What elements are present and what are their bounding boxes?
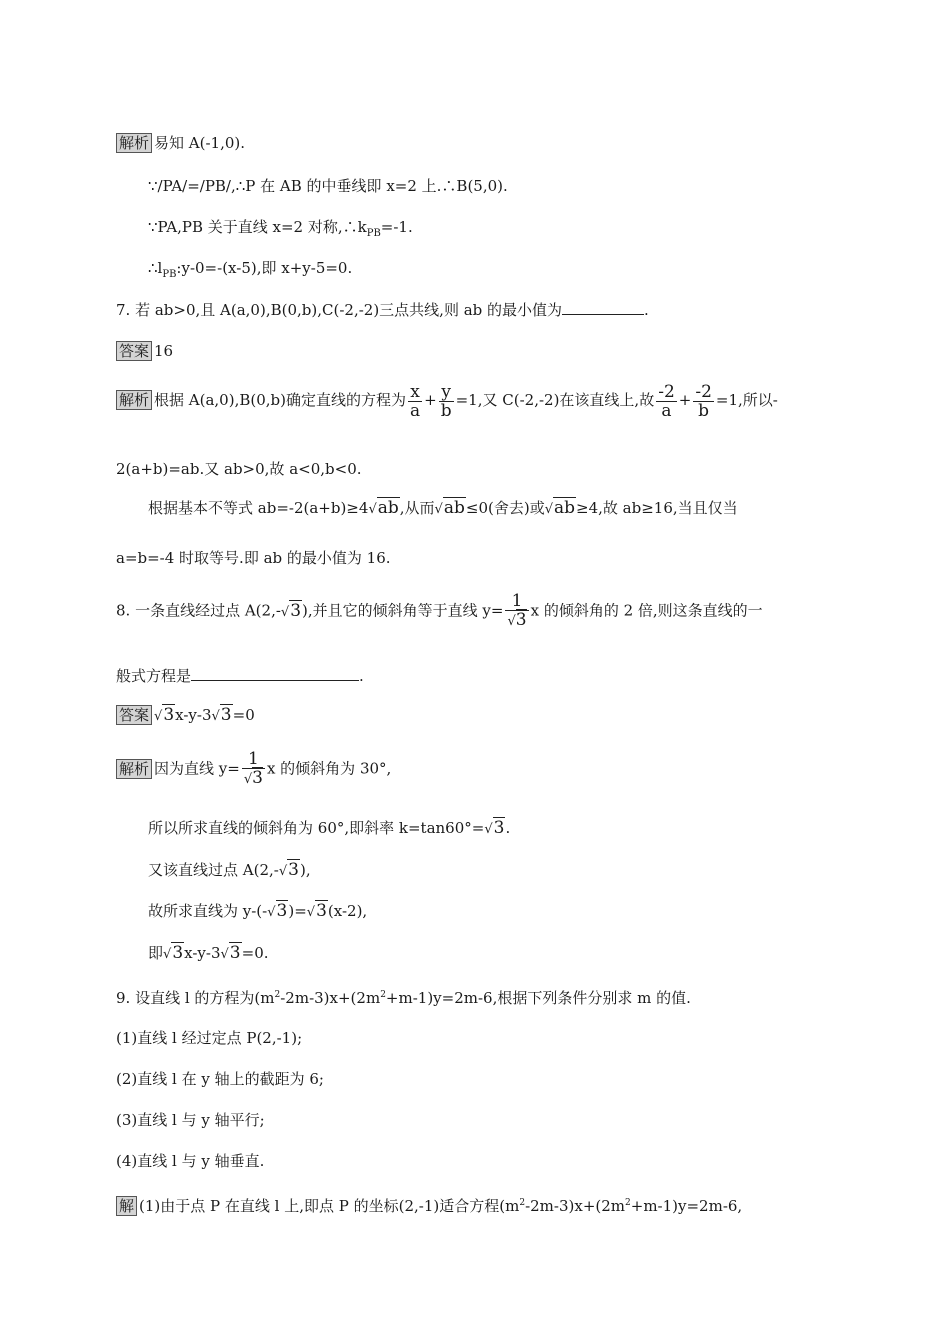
plus: + xyxy=(424,391,437,409)
text: =0. xyxy=(241,944,269,962)
sqrt-ab: √ab xyxy=(544,498,576,518)
analysis-8-line-4 xyxy=(148,901,367,923)
text: 即 xyxy=(148,944,164,962)
text: (4)直线 l 与 y 轴垂直. xyxy=(116,1152,265,1170)
text: ∵/PA/=/PB/,∴P 在 AB 的中垂线即 x=2 上.∴B(5,0). xyxy=(148,177,508,195)
question-9 xyxy=(116,985,691,1008)
text: 般式方程是 xyxy=(116,667,192,685)
answer-blank xyxy=(562,300,644,315)
fraction-1-over-sqrt3: $\frac{1}{√3}$ xyxy=(507,591,527,630)
text: a=b=-4 时取等号.即 ab 的最小值为 16. xyxy=(116,549,391,567)
text: x 的倾斜角为 30°, xyxy=(266,759,392,778)
subscript: PB xyxy=(162,269,177,280)
text: x-y-3 xyxy=(175,706,212,724)
fraction-y-over-b: $\frac{y}{b}$ xyxy=(440,381,452,421)
analysis-8-line-1 xyxy=(116,750,391,789)
text: =-1. xyxy=(380,218,413,236)
sqrt-3: √3 xyxy=(267,901,288,921)
analysis-tag: 解析 xyxy=(116,133,152,153)
text: (1)由于点 P 在直线 l 上,即点 P 的坐标(2,-1)适合方程(m xyxy=(139,1197,520,1215)
analysis-tag: 解析 xyxy=(116,390,152,410)
text: =1,又 C(-2,-2)在该直线上,故 xyxy=(455,391,655,409)
subscript: PB xyxy=(366,228,381,239)
text: (2)直线 l 在 y 轴上的截距为 6; xyxy=(116,1070,324,1088)
text: (x-2), xyxy=(327,902,368,920)
sqrt-3: √3 xyxy=(220,943,241,963)
analysis-tag: 解析 xyxy=(116,759,152,779)
text: 又该直线过点 A(2,- xyxy=(148,861,279,879)
question-9-part-4 xyxy=(116,1151,264,1171)
answer-tag: 答案 xyxy=(116,341,152,361)
text: (3)直线 l 与 y 轴平行; xyxy=(116,1111,265,1129)
text: =0 xyxy=(232,706,255,724)
question-9-part-2 xyxy=(116,1069,324,1089)
analysis-7-line-3 xyxy=(148,498,738,520)
text: ∴l xyxy=(148,259,163,277)
text: 8. 一条直线经过点 A(2,- xyxy=(116,601,281,620)
text: ),并且它的倾斜角等于直线 y= xyxy=(302,601,504,620)
text: 根据基本不等式 ab=-2(a+b)≥4 xyxy=(148,499,369,517)
text: 故所求直线为 y-(- xyxy=(148,902,268,920)
analysis-line-3 xyxy=(148,217,413,244)
text: 7. 若 ab>0,且 A(a,0),B(0,b),C(-2,-2)三点共线,则 ab 的最小值为 xyxy=(116,301,563,319)
answer-8 xyxy=(116,705,255,727)
question-8-line-2 xyxy=(116,666,364,686)
sqrt-3: √3 xyxy=(278,860,299,880)
text: ), xyxy=(299,861,311,879)
text: :y-0=-(x-5),即 x+y-5=0. xyxy=(176,259,353,277)
period: . xyxy=(644,301,649,319)
superscript: 2 xyxy=(625,1198,631,1208)
text: 因为直线 y= xyxy=(154,759,240,778)
sqrt-ab: √ab xyxy=(368,498,399,518)
analysis-8-line-3 xyxy=(148,860,311,882)
text: x-y-3 xyxy=(184,944,221,962)
analysis-7-line-1 xyxy=(116,382,778,420)
text: 易知 A(-1,0). xyxy=(154,134,246,152)
sqrt-3: √3 xyxy=(484,818,505,838)
text: (1)直线 l 经过定点 P(2,-1); xyxy=(116,1029,303,1047)
analysis-line-1 xyxy=(116,133,245,153)
analysis-7-line-4 xyxy=(116,548,391,568)
text: +m-1)y=2m-6, xyxy=(630,1197,743,1215)
text: 9. 设直线 l 的方程为(m xyxy=(116,989,275,1007)
fraction-1-over-sqrt3: $\frac{1}{√3}$ xyxy=(243,749,263,788)
fraction-neg2-over-a: $\frac{-2}{a}$ xyxy=(658,381,675,421)
text: ≥4,故 ab≥16,当且仅当 xyxy=(576,499,738,517)
solution-tag: 解 xyxy=(116,1196,137,1216)
text: 所以所求直线的倾斜角为 60°,即斜率 k=tan60°= xyxy=(148,819,485,837)
analysis-7-line-2 xyxy=(116,459,362,479)
text: -2m-3)x+(2m xyxy=(280,989,381,1007)
sqrt-3: √3 xyxy=(306,901,327,921)
text: =1,所以- xyxy=(715,391,778,409)
answer-7 xyxy=(116,341,173,361)
answer-value: 16 xyxy=(154,342,174,360)
text: ∵PA,PB 关于直线 x=2 对称,∴k xyxy=(148,218,367,236)
period: . xyxy=(505,819,511,837)
analysis-8-line-2 xyxy=(148,818,510,840)
text: 根据 A(a,0),B(0,b)确定直线的方程为 xyxy=(154,391,406,409)
sqrt-3: √3 xyxy=(280,600,302,621)
question-9-part-3 xyxy=(116,1110,265,1130)
sqrt-3: √3 xyxy=(163,943,184,963)
text: ,从而 xyxy=(399,499,435,517)
solution-9-line-1 xyxy=(116,1193,742,1216)
text: x 的倾斜角的 2 倍,则这条直线的一 xyxy=(530,601,763,620)
superscript: 2 xyxy=(380,990,386,1000)
text: +m-1)y=2m-6,根据下列条件分别求 m 的值. xyxy=(385,989,691,1007)
text: 2(a+b)=ab.又 ab>0,故 a<0,b<0. xyxy=(116,460,362,478)
superscript: 2 xyxy=(274,990,281,1000)
fraction-x-over-a: $\frac{x}{a}$ xyxy=(410,381,421,421)
question-7 xyxy=(116,300,649,320)
answer-tag: 答案 xyxy=(116,705,152,725)
fraction-neg2-over-b: $\frac{-2}{b}$ xyxy=(695,381,712,421)
question-8-line-1 xyxy=(116,592,763,631)
analysis-8-line-5 xyxy=(148,943,269,965)
superscript: 2 xyxy=(519,1198,526,1208)
text: ≤0(舍去)或 xyxy=(465,499,545,517)
analysis-line-4 xyxy=(148,258,352,285)
sqrt-ab: √ab xyxy=(434,498,465,518)
sqrt-3: √3 xyxy=(154,705,175,725)
period: . xyxy=(359,667,364,685)
text: )= xyxy=(288,902,307,920)
analysis-line-2 xyxy=(148,176,508,196)
text: -2m-3)x+(2m xyxy=(525,1197,626,1215)
sqrt-3: √3 xyxy=(211,705,232,725)
answer-blank xyxy=(191,666,359,681)
plus: + xyxy=(678,391,692,409)
question-9-part-1 xyxy=(116,1028,302,1048)
